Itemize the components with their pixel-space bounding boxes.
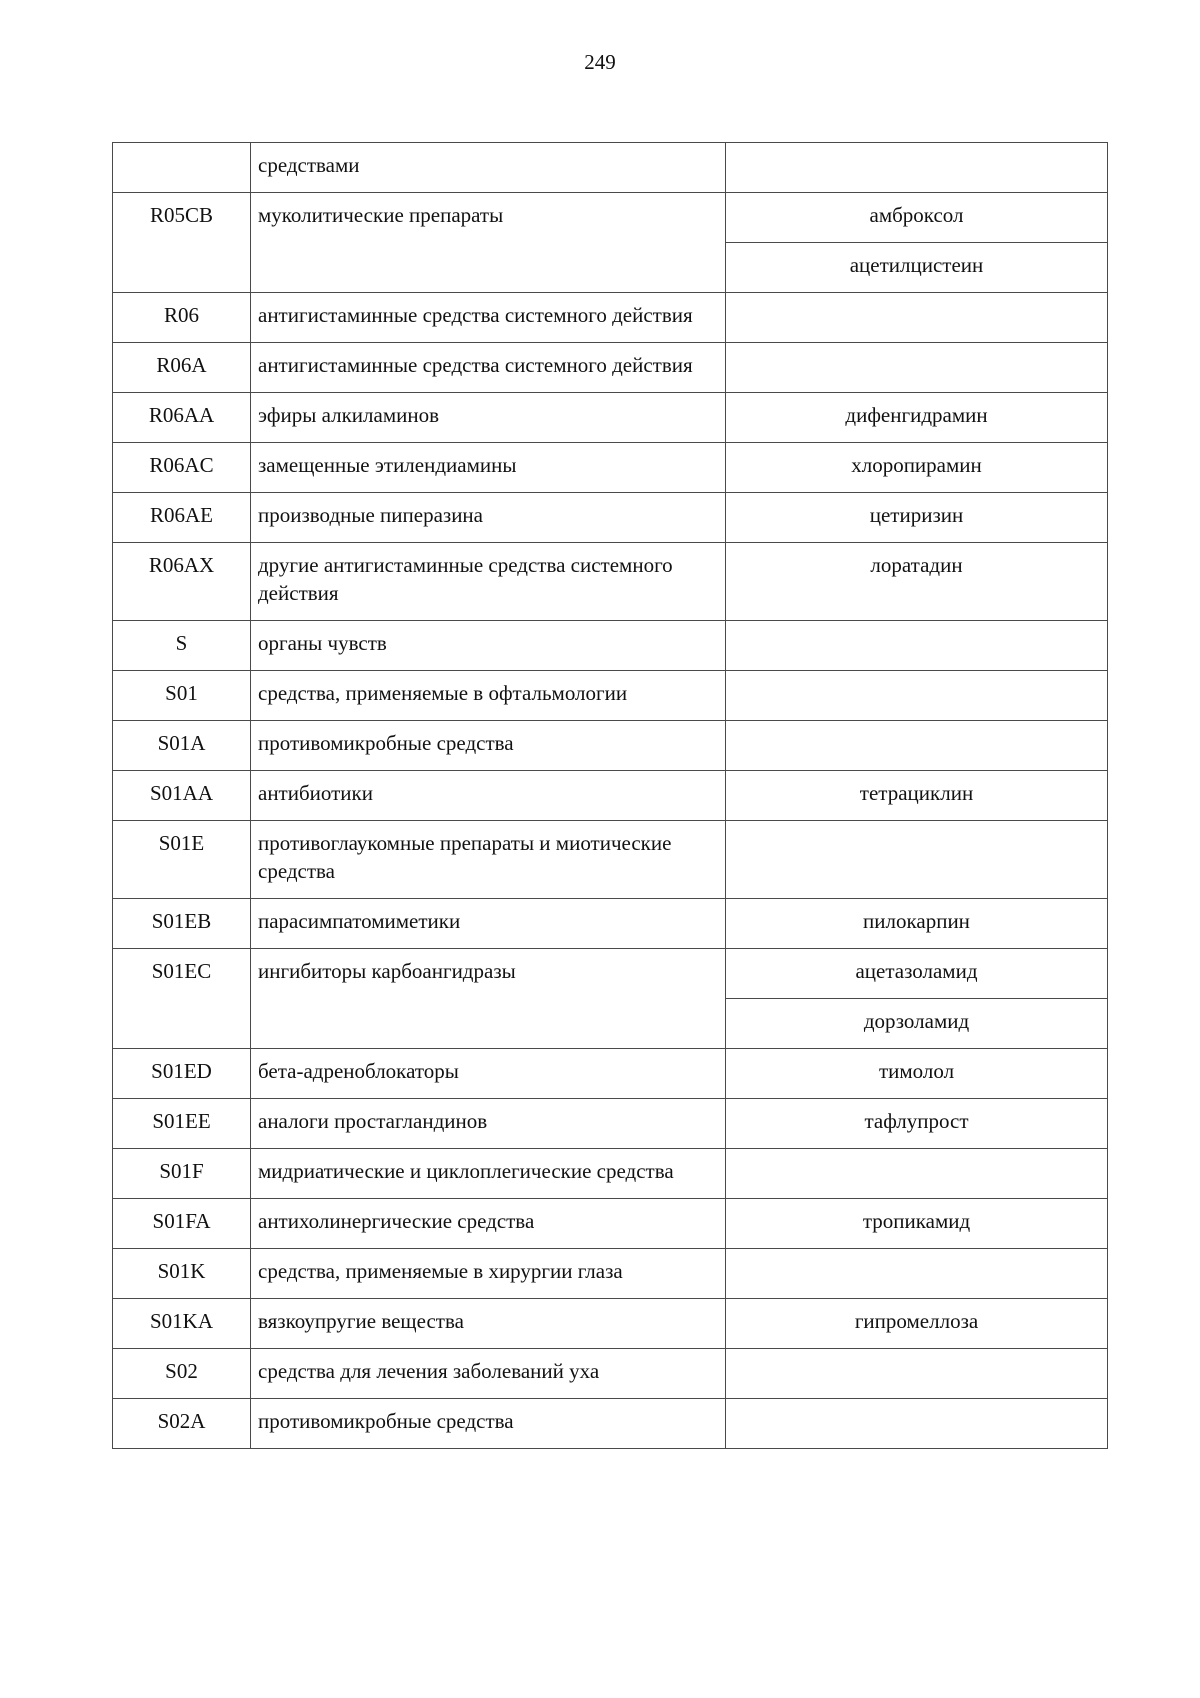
group-description-cell: средства, применяемые в офтальмологии [251, 671, 726, 721]
drug-name-cell: тимолол [726, 1049, 1108, 1099]
atc-code-cell: S01AA [113, 771, 251, 821]
table-body [113, 143, 1108, 1449]
atc-code-cell: S01FA [113, 1199, 251, 1249]
group-description-cell: бета-адреноблокаторы [251, 1049, 726, 1099]
drug-name-cell [726, 1349, 1108, 1399]
drug-name-cell [726, 343, 1108, 393]
drug-name-cell: тропикамид [726, 1199, 1108, 1249]
atc-code-cell: R05CB [113, 193, 251, 293]
group-description-cell: противоглаукомные препараты и миотические средства [251, 821, 726, 899]
table-row [113, 1399, 1108, 1449]
drug-name-cell: гипромеллоза [726, 1299, 1108, 1349]
atc-code-cell: R06AC [113, 443, 251, 493]
table-row [113, 543, 1108, 621]
table-row [113, 343, 1108, 393]
group-description-cell: эфиры алкиламинов [251, 393, 726, 443]
atc-code-cell: S01E [113, 821, 251, 899]
table-row [113, 493, 1108, 543]
group-description-cell: другие антигистаминные средства системного действия [251, 543, 726, 621]
group-description-cell: производные пиперазина [251, 493, 726, 543]
group-description-cell: антигистаминные средства системного действия [251, 293, 726, 343]
table-row [113, 1049, 1108, 1099]
table-row [113, 949, 1108, 999]
group-description-cell: антигистаминные средства системного действия [251, 343, 726, 393]
table-row [113, 1349, 1108, 1399]
atc-code-cell: S01KA [113, 1299, 251, 1349]
table-row [113, 671, 1108, 721]
atc-code-cell [113, 143, 251, 193]
group-description-cell: аналоги простагландинов [251, 1099, 726, 1149]
drug-classification-table [112, 142, 1108, 1449]
atc-code-cell: S01EC [113, 949, 251, 1049]
table-row [113, 443, 1108, 493]
group-description-cell: муколитические препараты [251, 193, 726, 293]
group-description-cell: ингибиторы карбоангидразы [251, 949, 726, 1049]
group-description-cell: парасимпатомиметики [251, 899, 726, 949]
atc-code-cell: S01 [113, 671, 251, 721]
atc-code-cell: R06 [113, 293, 251, 343]
atc-code-cell: R06AA [113, 393, 251, 443]
group-description-cell: мидриатические и циклоплегические средства [251, 1149, 726, 1199]
table-row [113, 143, 1108, 193]
atc-code-cell: S [113, 621, 251, 671]
group-description-cell: средства для лечения заболеваний уха [251, 1349, 726, 1399]
drug-name-cell: ацетилцистеин [726, 243, 1108, 293]
drug-name-cell: хлоропирамин [726, 443, 1108, 493]
atc-code-cell: S01ED [113, 1049, 251, 1099]
atc-code-cell: S01A [113, 721, 251, 771]
drug-name-cell [726, 621, 1108, 671]
group-description-cell: средствами [251, 143, 726, 193]
group-description-cell: средства, применяемые в хирургии глаза [251, 1249, 726, 1299]
group-description-cell: противомикробные средства [251, 721, 726, 771]
table-row [113, 1249, 1108, 1299]
drug-name-cell: ацетазоламид [726, 949, 1108, 999]
group-description-cell: антихолинергические средства [251, 1199, 726, 1249]
drug-name-cell: дифенгидрамин [726, 393, 1108, 443]
drug-name-cell [726, 1149, 1108, 1199]
drug-name-cell: дорзоламид [726, 999, 1108, 1049]
atc-code-cell: R06AX [113, 543, 251, 621]
table-row [113, 1199, 1108, 1249]
atc-code-cell: S02A [113, 1399, 251, 1449]
drug-name-cell: пилокарпин [726, 899, 1108, 949]
table-row [113, 293, 1108, 343]
drug-name-cell [726, 143, 1108, 193]
table-row [113, 721, 1108, 771]
atc-code-cell: S01K [113, 1249, 251, 1299]
table-row [113, 393, 1108, 443]
drug-name-cell: тетрациклин [726, 771, 1108, 821]
table-row [113, 1099, 1108, 1149]
drug-name-cell: лоратадин [726, 543, 1108, 621]
drug-name-cell: цетиризин [726, 493, 1108, 543]
drug-name-cell [726, 293, 1108, 343]
atc-code-cell: R06AE [113, 493, 251, 543]
group-description-cell: вязкоупругие вещества [251, 1299, 726, 1349]
table-row [113, 821, 1108, 899]
drug-name-cell [726, 671, 1108, 721]
group-description-cell: противомикробные средства [251, 1399, 726, 1449]
group-description-cell: антибиотики [251, 771, 726, 821]
table-row [113, 899, 1108, 949]
table-row [113, 771, 1108, 821]
drug-name-cell [726, 821, 1108, 899]
atc-code-cell: R06A [113, 343, 251, 393]
drug-name-cell: тафлупрост [726, 1099, 1108, 1149]
atc-code-cell: S01F [113, 1149, 251, 1199]
atc-code-cell: S02 [113, 1349, 251, 1399]
table-row [113, 193, 1108, 243]
atc-code-cell: S01EB [113, 899, 251, 949]
atc-code-cell: S01EE [113, 1099, 251, 1149]
group-description-cell: замещенные этилендиамины [251, 443, 726, 493]
drug-name-cell [726, 1399, 1108, 1449]
page-number: 249 [584, 50, 616, 74]
table-row [113, 621, 1108, 671]
drug-name-cell [726, 721, 1108, 771]
drug-name-cell [726, 1249, 1108, 1299]
table-row [113, 1299, 1108, 1349]
table-row [113, 1149, 1108, 1199]
group-description-cell: органы чувств [251, 621, 726, 671]
drug-name-cell: амброксол [726, 193, 1108, 243]
